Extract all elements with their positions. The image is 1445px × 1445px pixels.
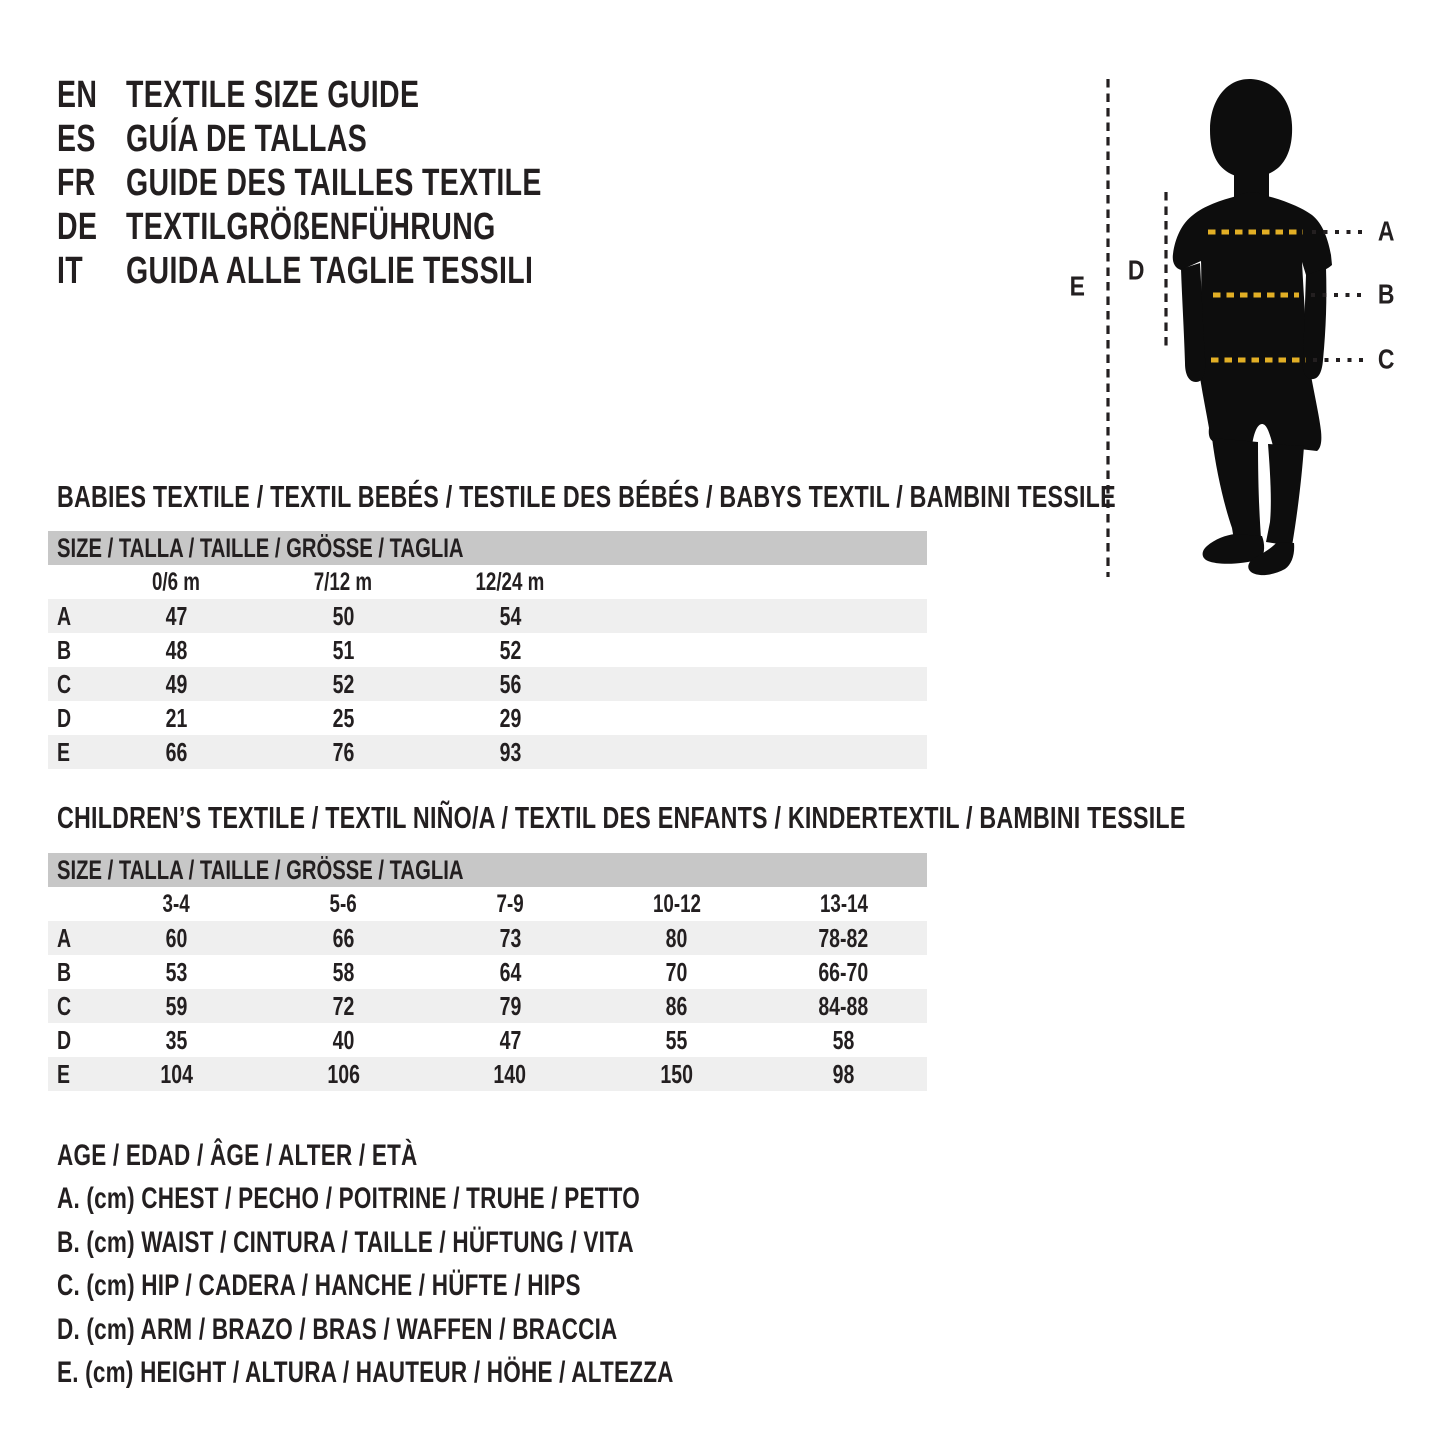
children-size-header-bar: SIZE / TALLA / TAILLE / GRÖSSE / TAGLIA: [48, 853, 927, 887]
figure-label-hip-C: C: [1377, 343, 1395, 375]
lang-code-de: DE: [57, 205, 98, 248]
table-row: E 104 106 140 150 98: [48, 1057, 927, 1091]
babies-col-12-24m: 12/24 m: [475, 567, 545, 596]
table-row: B 53 58 64 70 66-70: [57, 956, 869, 987]
table-row: A 47 50 54: [48, 599, 927, 633]
table-row: C 59 72 79 86 84-88: [48, 989, 927, 1023]
lang-title-fr: GUIDE DES TAILLES TEXTILE: [126, 161, 542, 204]
children-table-body: [48, 921, 927, 1091]
legend-waist: B. (cm) WAIST / CINTURA / TAILLE / HÜFTUNG / VITA: [57, 1225, 634, 1259]
babies-section-title: BABIES TEXTILE / TEXTIL BEBÉS / TESTILE DES BÉBÉS / BABYS TEXTIL / BAMBINI TESSILE: [57, 479, 1116, 514]
legend-hip: C. (cm) HIP / CADERA / HANCHE / HÜFTE / HIPS: [57, 1269, 581, 1303]
babies-col-7-12m: 7/12 m: [313, 567, 373, 596]
babies-size-table: [48, 531, 927, 769]
child-silhouette-diagram: [1060, 70, 1440, 595]
figure-label-arm-D: D: [1127, 254, 1145, 286]
lang-row-es: [57, 117, 680, 161]
lang-title-es: GUÍA DE TALLAS: [126, 117, 368, 160]
language-title-block: [57, 73, 680, 293]
table-row: D 21 25 29: [57, 702, 521, 733]
children-col-10-12: 10-12: [652, 889, 701, 918]
babies-size-header-bar: SIZE / TALLA / TAILLE / GRÖSSE / TAGLIA: [48, 531, 927, 565]
lang-code-fr: FR: [57, 161, 96, 204]
children-section-title: CHILDREN’S TEXTILE / TEXTIL NIÑO/A / TEXTIL DES ENFANTS / KINDERTEXTIL / BAMBINI TESSILE: [57, 800, 1186, 835]
figure-label-waist-B: B: [1377, 278, 1395, 310]
children-col-3-4: 3-4: [162, 889, 190, 918]
lang-code-it: IT: [57, 249, 84, 292]
children-col-5-6: 5-6: [329, 889, 357, 918]
measurement-figure: [1060, 70, 1440, 595]
legend-age: AGE / EDAD / ÂGE / ALTER / ETÀ: [57, 1138, 418, 1172]
children-col-7-9: 7-9: [496, 889, 524, 918]
babies-table-body: [48, 599, 927, 769]
lang-code-en: EN: [57, 73, 98, 116]
lang-row-it: [57, 249, 680, 293]
legend-arm: D. (cm) ARM / BRAZO / BRAS / WAFFEN / BRACCIA: [57, 1312, 618, 1346]
figure-label-chest-A: A: [1377, 215, 1395, 247]
children-size-table: [48, 853, 927, 1091]
measurement-legend: [57, 1134, 879, 1395]
figure-label-height-E: E: [1069, 270, 1086, 302]
lang-title-en: TEXTILE SIZE GUIDE: [126, 73, 420, 116]
table-row: D 35 40 47 55 58: [57, 1024, 855, 1055]
lang-row-en: [57, 73, 680, 117]
legend-chest: A. (cm) CHEST / PECHO / POITRINE / TRUHE / PETTO: [57, 1182, 640, 1216]
lang-title-de: TEXTILGRÖßENFÜHRUNG: [126, 205, 496, 248]
legend-height: E. (cm) HEIGHT / ALTURA / HAUTEUR / HÖHE / ALTEZZA: [57, 1356, 674, 1390]
lang-title-it: GUIDA ALLE TAGLIE TESSILI: [126, 249, 534, 292]
children-column-header-row: [48, 887, 927, 921]
lang-row-de: [57, 205, 680, 249]
lang-code-es: ES: [57, 117, 96, 160]
table-row: E 66 76 93: [48, 735, 927, 769]
table-row: B 48 51 52: [57, 634, 521, 665]
babies-col-0-6m: 0/6 m: [152, 567, 201, 596]
table-row: A 60 66 73 80 78-82: [48, 921, 927, 955]
lang-row-fr: [57, 161, 680, 205]
children-col-13-14: 13-14: [819, 889, 868, 918]
table-row: C 49 52 56: [48, 667, 927, 701]
babies-column-header-row: [48, 565, 927, 599]
